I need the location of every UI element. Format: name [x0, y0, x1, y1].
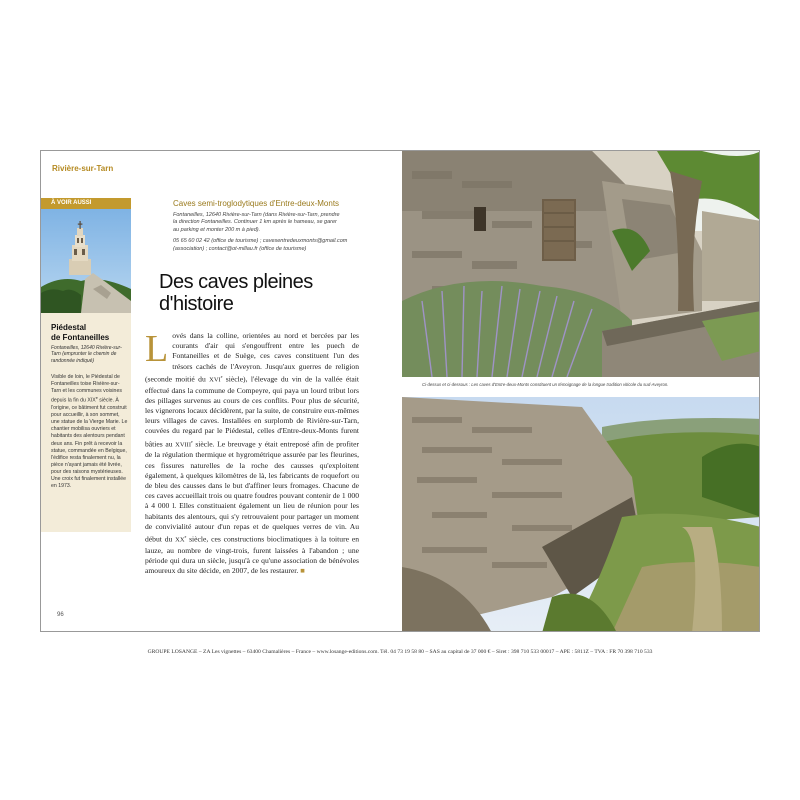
sidebar-text: Visible de loin, le Piédestal de Fontaneilles toise Rivière-sur-Tarn et les communes voisines depuis la fin du	[51, 374, 122, 405]
sidebar-text: siècle. À l'origine, ce bâtiment fut construit pour accueillir, à son sommet, une statue de la Vierge Marie. Le chantier mobilisa ouvriers et habitants des alentours pendant deux ans. Fin prêt à recevoir la statue, commandée en Belgique, l'édifice resta finalement nu, la pièce n'ayant jamais été livrée, pour des raisons mystérieuses. Une croix fut finalement installée en 1973.	[51, 398, 128, 490]
info-address-line: au parking et monter 200 m à pied).	[173, 226, 261, 233]
info-address-line: la direction Fontaneilles. Continuer 1 km après le hameau, se garer	[173, 219, 337, 226]
end-mark-icon: ■	[300, 566, 305, 576]
article-title	[159, 271, 313, 315]
century: XX	[175, 536, 185, 544]
sidebar-box	[41, 198, 131, 532]
footer-imprint: GROUPE LOSANGE – ZA Les vignettes – 63400 Chamalières – France – www.losange-editions.com. Tél. 04 73 19 58 80 – SAS au capital de 37 000 € – Siret : 398 710 533 00017 – APE : 5811Z – TVA : FR 70 398 710 533	[147, 649, 653, 655]
article-title-line: d'histoire	[159, 293, 234, 315]
article-text: ovés dans la colline, orientées au nord et bercées par les courants d'air qui s'engouffrent entre les puech de Fontaneilles et de Suège, ces caves constituent l'un des trésors cachés de l'Aveyron. Jusqu'aux guerres de religion (seconde moitié du	[145, 331, 359, 384]
sidebar-label: À VOIR AUSSI	[41, 198, 131, 209]
article-title-line: Des caves pleines	[159, 271, 313, 293]
sidebar-title-line: de Fontaneilles	[51, 333, 110, 342]
century: XIX	[87, 398, 96, 405]
section-header: Rivière-sur-Tarn	[52, 164, 114, 173]
article-text: siècle), l'élevage du vin de la vallée était effectué dans la commune de Compeyre, qui paya un lourd tribut lors des pillages survenus au cours de ces conflits. Pour plus de sécurité, les vignerons locaux décidèrent, par la suite, de construire eux-mêmes leurs villages de caves. Installées en surplomb de Rivière-sur-Tarn, couvées du regard par le Piédestal, celles d'Entre-deux-Monts furent bâties au	[145, 374, 359, 449]
article-body	[145, 328, 359, 576]
info-title: Caves semi-troglodytiques d'Entre-deux-Monts	[173, 199, 340, 208]
superscript: e	[184, 534, 187, 539]
century: XVIII	[175, 441, 192, 449]
article-text: siècle, ces constructions bioclimatiques à la toiture en lauze, au nombre de vingt-trois, furent laissées à l'abandon ; une période qui dura un siècle, jusqu'à ce qu'une association de bénévoles amoureux du site décide, en 2007, de les restaurer.	[145, 534, 359, 576]
caves-photo-bottom	[402, 397, 760, 632]
drop-cap: L	[145, 328, 169, 370]
superscript: e	[220, 374, 223, 379]
sidebar-address: Fontaneilles, 12640 Rivière-sur-Tarn (emprunter le chemin de randonnée indiqué)	[51, 345, 122, 364]
info-contact-line: 05 65 60 02 42 (office de tourisme) ; cavesentredeuxmonts@gmail.com	[173, 238, 348, 245]
sidebar-title	[51, 323, 129, 343]
info-contact-line: (association) ; contact@ot-millau.fr (office de tourisme)	[173, 245, 307, 252]
article-text: siècle. Le breuvage y était entreposé afin de profiter de la régulation thermique et hygrométrique assurée par les fleurines, ces fissures naturelles de la roche des causses qu'exploitent également, à quelques kilomètres de là, les fabricants de roquefort ou de bleu des causses dans le but d'affiner leurs fromages. Chacune de ces caves accueillait trois ou quatre foudres pouvant contenir de 1 000 à 4 000 l. Elles constituaient également un lieu de réunion pour les habitants des alentours, qui s'y retrouvaient pour partager un moment de convivialité autour d'un repas et de quelques verres de vin. Au début du	[145, 439, 359, 544]
piedestal-photo	[41, 209, 131, 313]
superscript: e	[95, 396, 98, 401]
info-address-line: Fontaneilles, 12640 Rivière-sur-Tarn (dans Rivière-sur-Tarn, prendre	[173, 212, 340, 218]
sidebar-body	[51, 374, 128, 490]
caves-photo-top	[402, 151, 760, 377]
page-number: 96	[57, 612, 64, 618]
superscript: e	[191, 439, 193, 444]
photo-caption: Ci-dessus et ci-dessous : Les caves d'Entre-deux-Monts constituent un témoignage de la longue tradition viticole du sud-Aveyron.	[422, 382, 669, 387]
book-spread	[40, 150, 760, 632]
sidebar-title-line: Piédestal	[51, 323, 87, 332]
info-block	[173, 199, 353, 253]
century: XVI	[209, 376, 221, 384]
